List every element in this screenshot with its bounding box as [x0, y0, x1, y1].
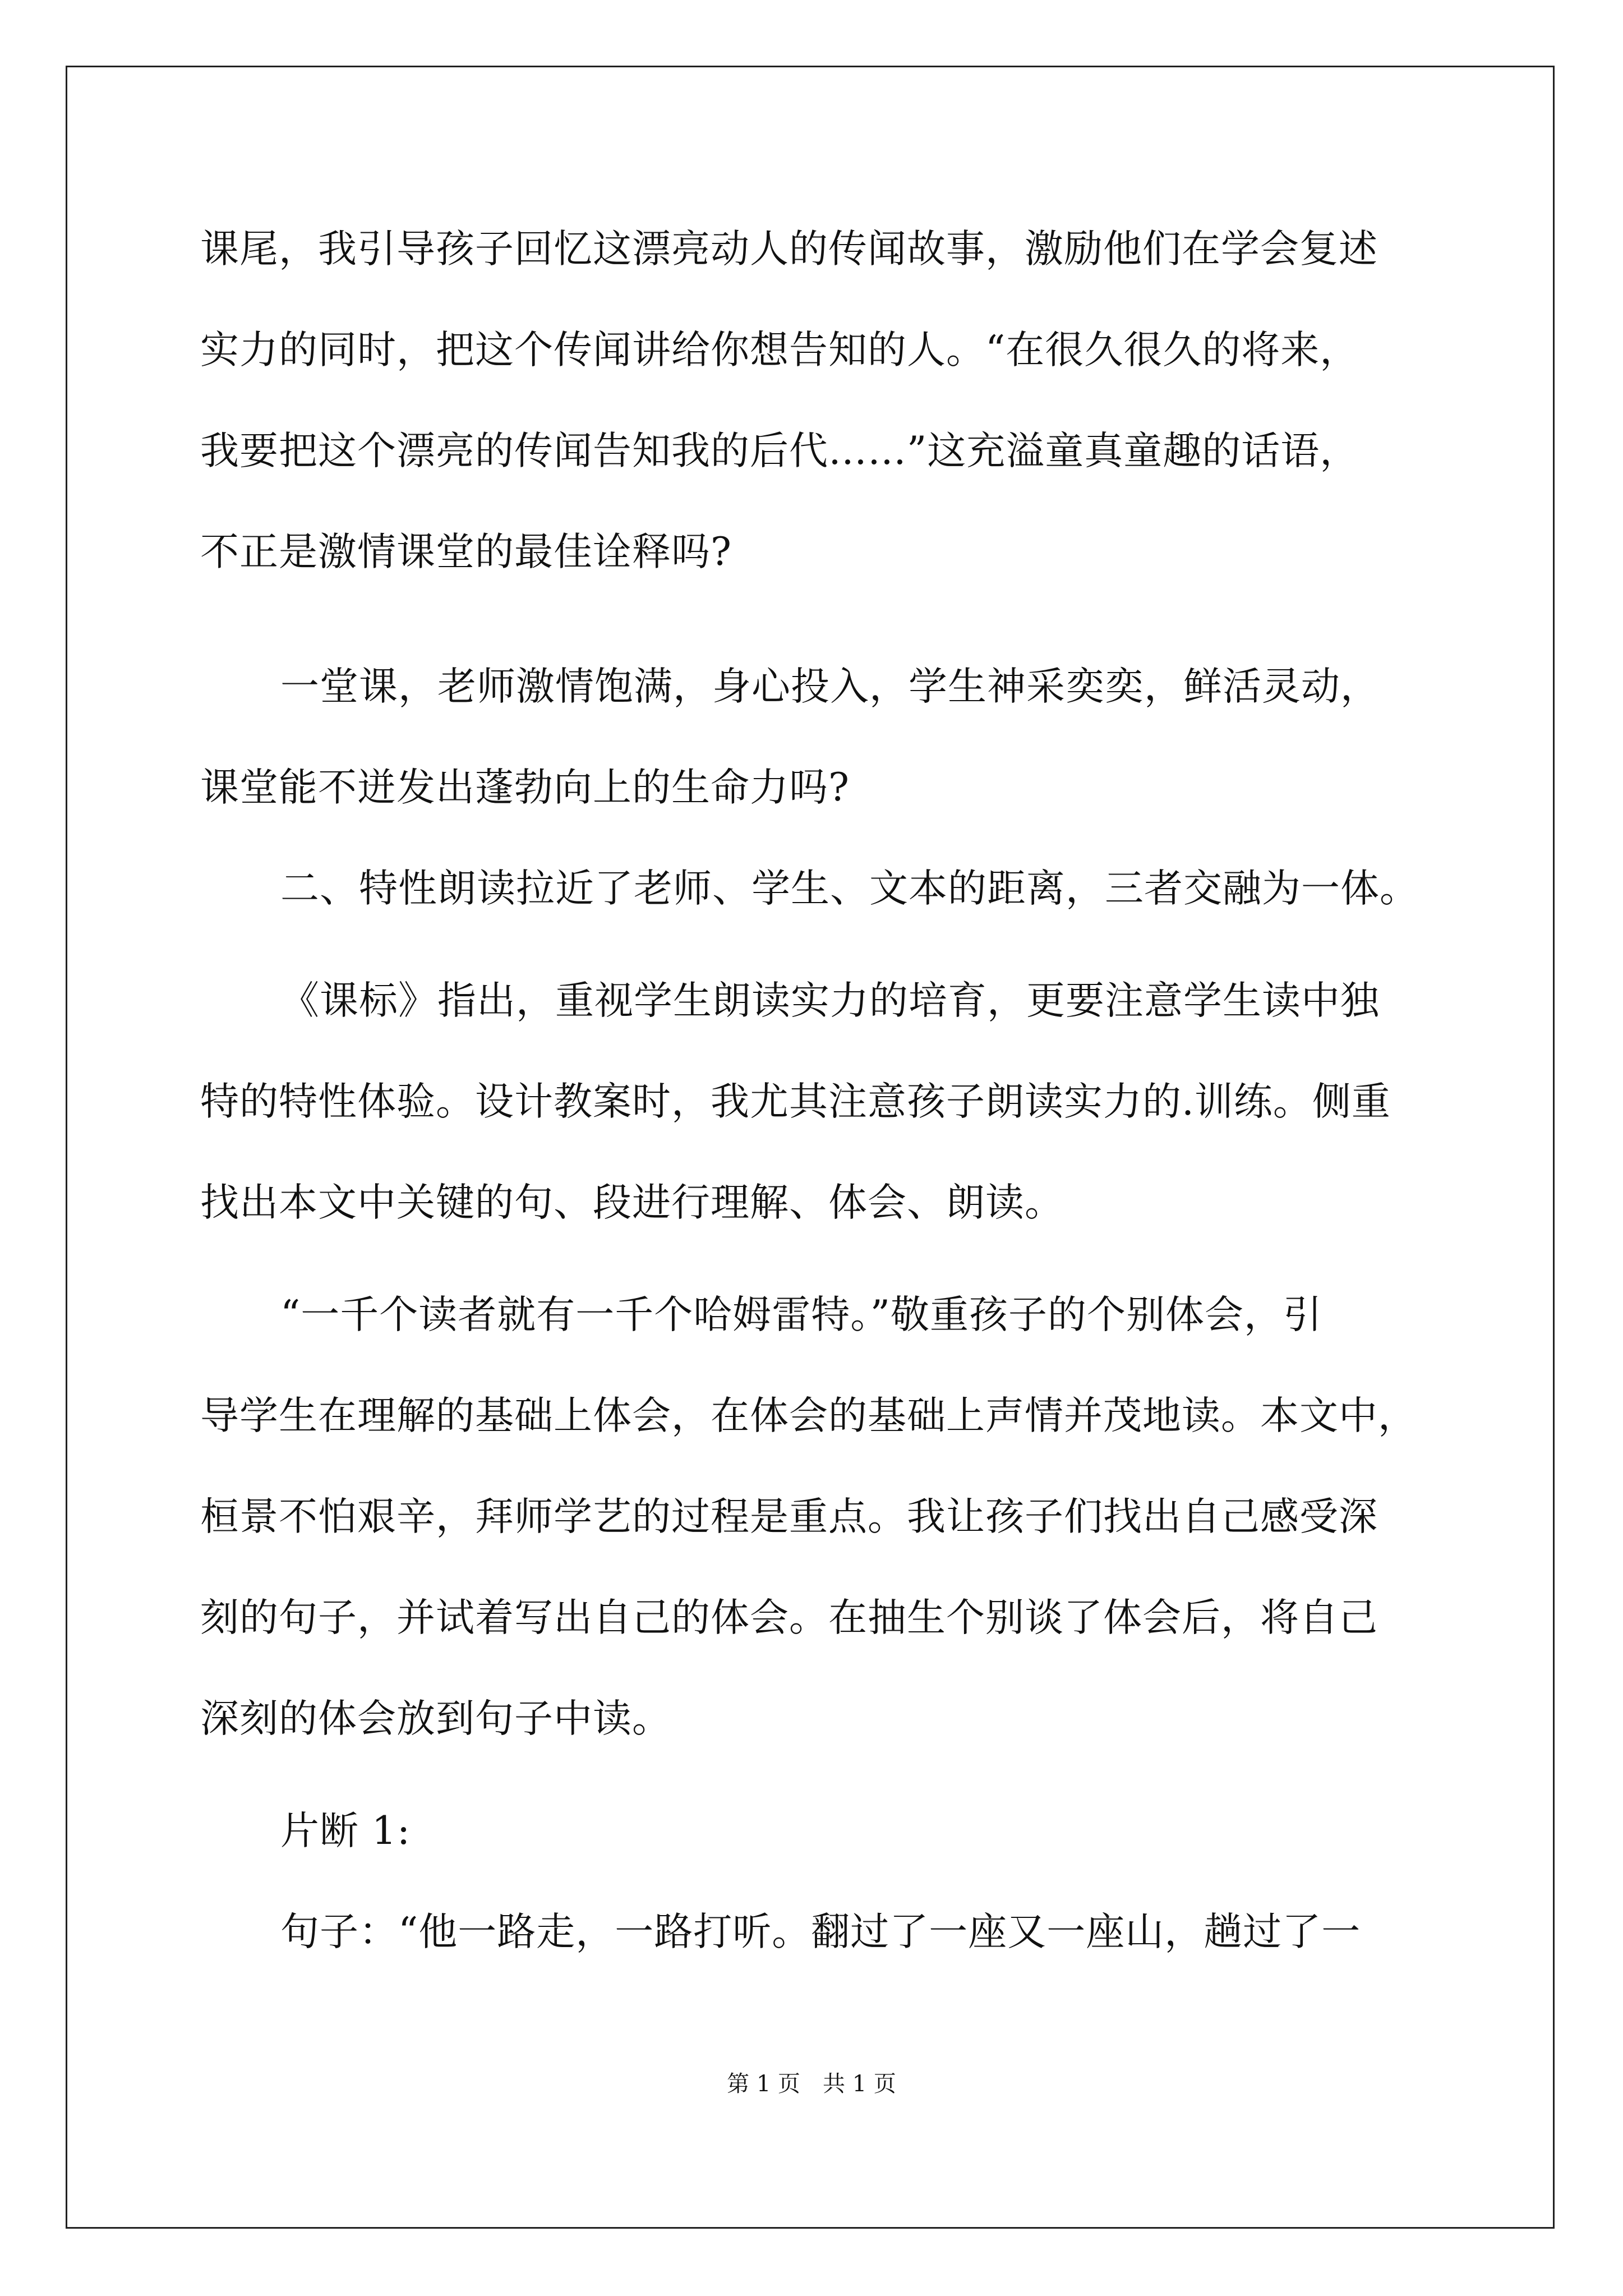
text-line: 一堂课，老师激情饱满，身心投入，学生神采奕奕，鲜活灵动，: [280, 664, 1380, 709]
text-line: 片断 1:: [280, 1809, 411, 1853]
page-border: [66, 66, 1555, 2229]
text-line: 不正是激情课堂的最佳诠释吗?: [200, 530, 732, 574]
text-line: 我要把这个漂亮的传闻告知我的后代……”这充溢童真童趣的话语，: [200, 429, 1359, 473]
text-line: 实力的同时，把这个传闻讲给你想告知的人。“在很久很久的将来，: [200, 328, 1359, 372]
text-line: 二、特性朗读拉近了老师、学生、文本的距离，三者交融为一体。: [280, 866, 1419, 911]
text-line: 深刻的体会放到句子中读。: [200, 1696, 671, 1741]
text-line: 导学生在理解的基础上体会，在体会的基础上声情并茂地读。本文中，: [200, 1393, 1417, 1438]
text-line: 找出本文中关键的句、段进行理解、体会、朗读。: [200, 1180, 1064, 1225]
text-line: 桓景不怕艰辛，拜师学艺的过程是重点。我让孩子们找出自己感受深: [200, 1494, 1378, 1539]
text-line: 句子：“他一路走，一路打听。翻过了一座又一座山，趟过了一: [280, 1910, 1361, 1954]
text-line: “一千个读者就有一千个哈姆雷特。”敬重孩子的个别体会，引: [280, 1292, 1323, 1337]
page-footer: 第 1 页 共 1 页: [727, 2071, 896, 2097]
text-line: 课堂能不迸发出蓬勃向上的生命力吗?: [200, 765, 850, 810]
text-line: 特的特性体验。设计教案时，我尤其注意孩子朗读实力的.训练。侧重: [200, 1079, 1391, 1124]
text-line: 课尾，我引导孩子回忆这漂亮动人的传闻故事，激励他们在学会复述: [200, 227, 1378, 272]
text-line: 《课标》指出，重视学生朗读实力的培育，更要注意学生读中独: [280, 978, 1380, 1023]
text-line: 刻的句子，并试着写出自己的体会。在抽生个别谈了体会后，将自己: [200, 1595, 1378, 1640]
